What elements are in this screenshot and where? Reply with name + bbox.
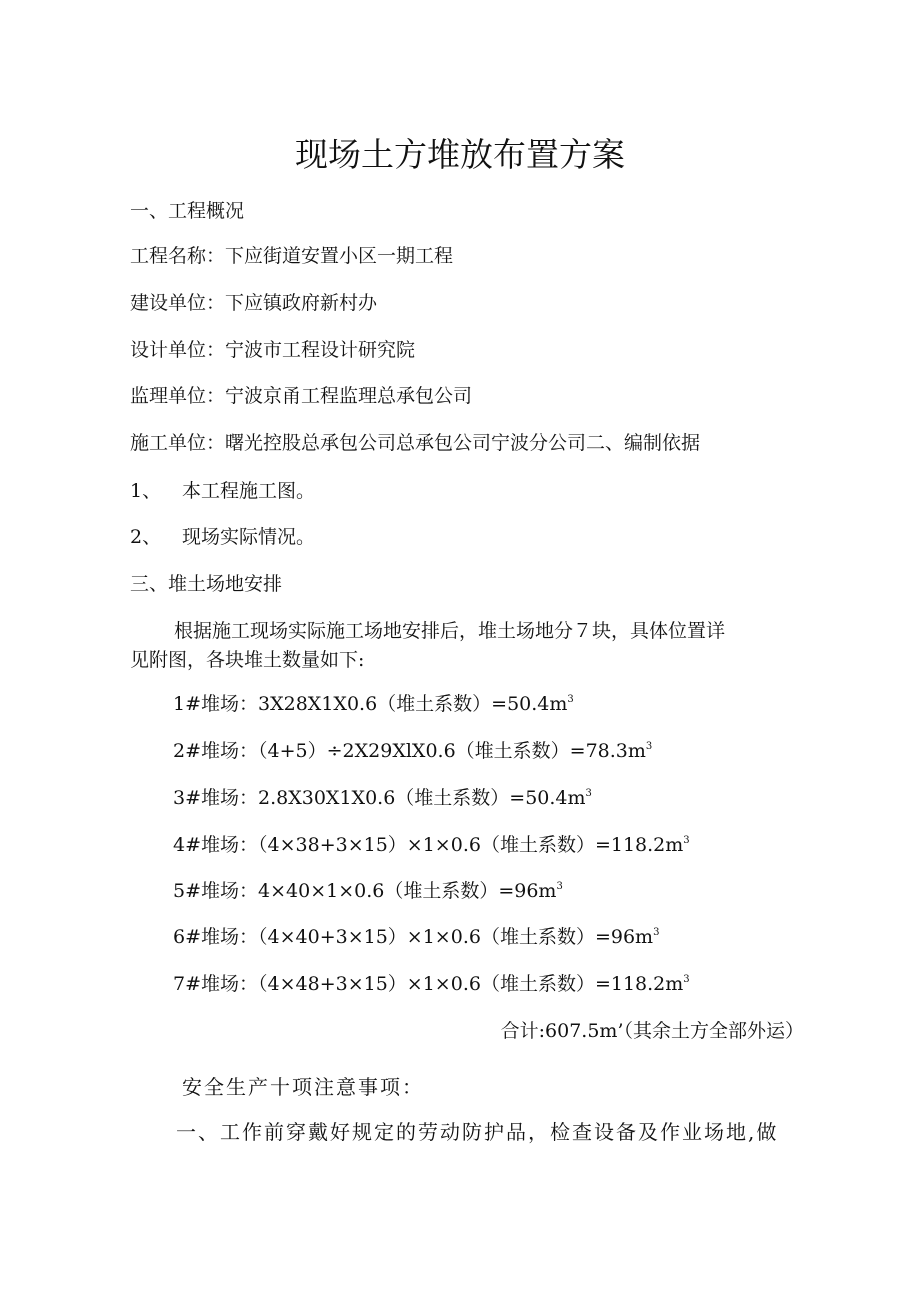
- intro-paragraph-line-1: 根据施工现场实际施工场地安排后，堆土场地分７块，具体位置详: [174, 620, 726, 642]
- pile-3-line: [173, 789, 592, 808]
- basis-item-1-number: 1、: [130, 480, 162, 502]
- client-line: 建设单位：下应镇政府新村办: [130, 292, 378, 314]
- pile-6-text: 6#堆场：（4×40+3×15）×1×0.6（堆土系数）=96m: [173, 926, 654, 948]
- pile-6-unit-superscript: 3: [653, 927, 660, 938]
- basis-item-2-number: 2、: [130, 526, 162, 548]
- pile-5-line: [173, 882, 563, 901]
- basis-item-2-text: 现场实际情况。: [182, 526, 316, 548]
- pile-3-unit-superscript: 3: [585, 788, 592, 799]
- section1-heading: 一、工程概况: [130, 200, 245, 222]
- designer-line: 设计单位：宁波市工程设计研究院: [130, 339, 416, 361]
- pile-3-text: 3#堆场：2.8X30X1X0.6（堆土系数）=50.4m: [173, 787, 586, 809]
- pile-1-text: 1#堆场：3X28X1X0.6（堆土系数）=50.4m: [173, 693, 568, 715]
- pile-5-unit-superscript: 3: [556, 881, 563, 892]
- pile-7-line: [173, 975, 690, 994]
- pile-4-unit-superscript: 3: [683, 835, 690, 846]
- safety-heading: 安全生产十项注意事项：: [182, 1075, 424, 1099]
- pile-6-line: [173, 928, 659, 947]
- project-name-line: 工程名称：下应街道安置小区一期工程: [130, 245, 454, 267]
- document-title: 现场土方堆放布置方案: [295, 135, 625, 174]
- pile-5-text: 5#堆场：4×40×1×0.6（堆土系数）=96m: [173, 880, 557, 902]
- basis-item-1: [130, 482, 161, 501]
- pile-4-line: [173, 836, 690, 855]
- section3-heading: 三、堆土场地安排: [130, 573, 283, 595]
- pile-1-unit-superscript: 3: [567, 694, 574, 705]
- pile-7-text: 7#堆场：（4×48+3×15）×1×0.6（堆土系数）=118.2m: [173, 973, 684, 995]
- pile-7-unit-superscript: 3: [683, 974, 690, 985]
- pile-4-text: 4#堆场：（4×38+3×15）×1×0.6（堆土系数）=118.2m: [173, 834, 684, 856]
- pile-2-unit-superscript: 3: [645, 741, 653, 752]
- basis-item-2: [130, 528, 161, 547]
- intro-paragraph-line-2: 见附图，各块堆土数量如下:: [130, 649, 365, 671]
- supervisor-line: 监理单位：宁波京甬工程监理总承包公司: [130, 385, 473, 407]
- total-line: 合计:607.5m’（其余土方全部外运）: [500, 1020, 804, 1042]
- basis-item-1-text: 本工程施工图。: [182, 480, 316, 502]
- contractor-line: 施工单位：曙光控股总承包公司总承包公司宁波分公司二、编制依据: [130, 432, 701, 454]
- pile-1-line: [173, 695, 574, 714]
- safety-item-1: 一、工作前穿戴好规定的劳动防护品，检查设备及作业场地,做: [176, 1120, 779, 1144]
- pile-2-text: 2#堆场：（4+5）÷2X29XlX0.6（堆土系数）=78.3m: [173, 740, 646, 762]
- pile-2-line: [173, 742, 652, 761]
